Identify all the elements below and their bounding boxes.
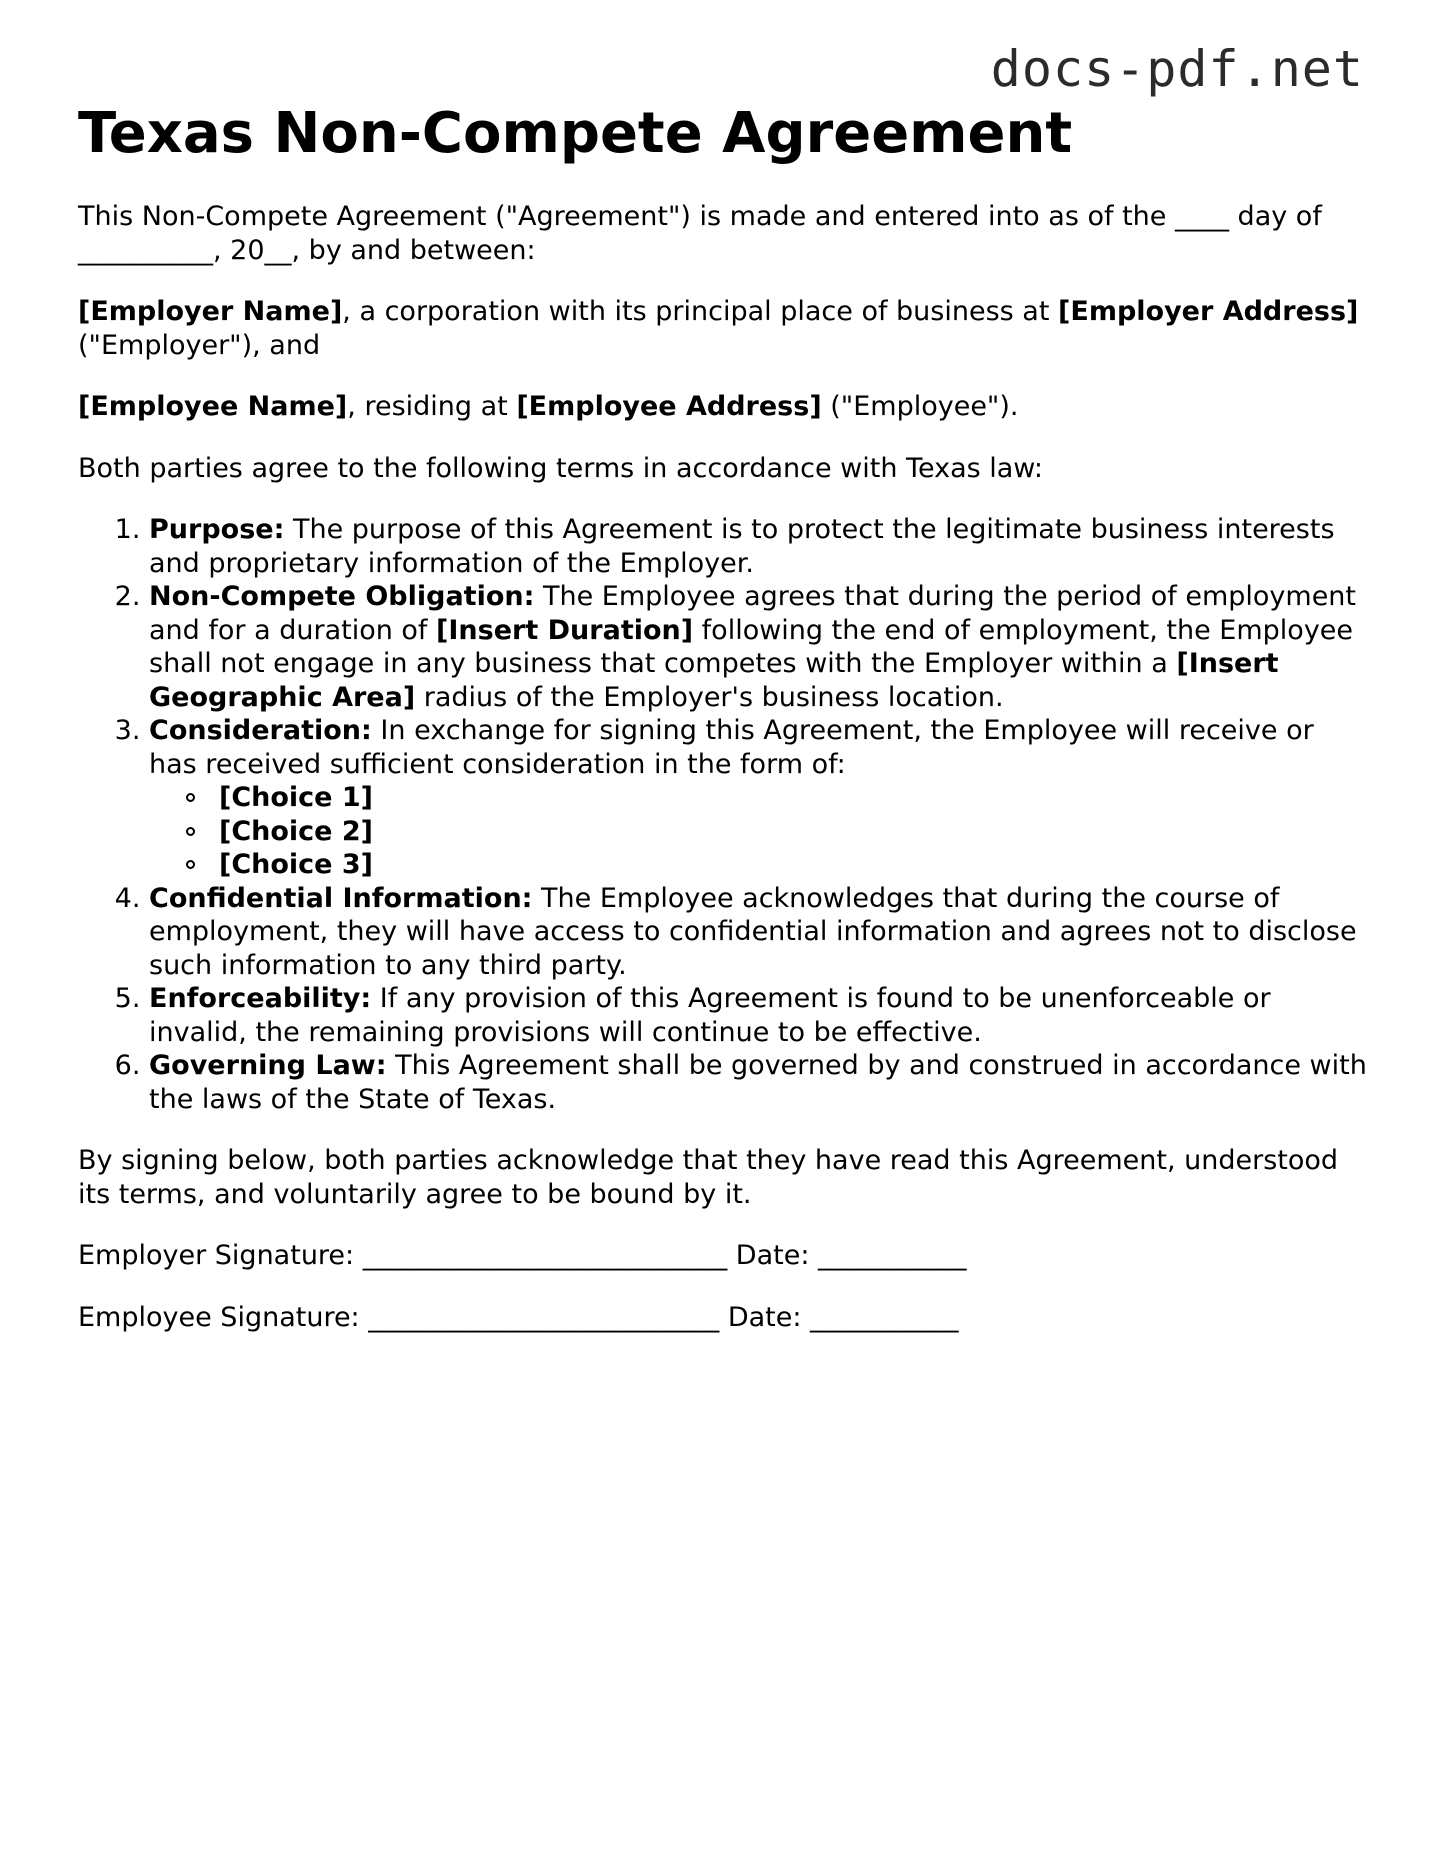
circle-bullet-icon	[186, 793, 195, 802]
agree-line: Both parties agree to the following terms in accordance with Texas law:	[78, 452, 1044, 484]
term-label: Non-Compete Obligation:	[149, 581, 535, 612]
term-purpose	[149, 513, 1368, 580]
employee-suffix: ("Employee").	[821, 391, 1019, 422]
employer-signature-line: Employer Signature: ___________________________ Date: ___________	[78, 1240, 967, 1271]
term-label: Confidential Information:	[149, 882, 533, 914]
choices-list	[149, 781, 1368, 882]
employer-text: , a corporation with its principal place of business at	[342, 296, 1059, 327]
term-text: This Agreement shall be governed by and construed in accordance with the laws of the State of Texas.	[149, 1050, 1367, 1115]
employer-party-paragraph	[78, 295, 1368, 362]
term-text: The purpose of this Agreement is to protect the legitimate business interests and proprietary information of the Employer.	[149, 514, 1335, 579]
employer-suffix: ("Employer"), and	[78, 329, 321, 361]
term-text: If any provision of this Agreement is found to be unenforceable or invalid, the remaining provisions will continue to be effective.	[149, 983, 1271, 1048]
choice-placeholder: [Choice 1]	[219, 782, 374, 813]
term-label: Consideration:	[149, 715, 372, 746]
intro-paragraph: This Non-Compete Agreement ("Agreement") is made and entered into as of the ____ day of __________, 20__, by and between:	[78, 201, 1322, 266]
circle-bullet-icon	[186, 860, 195, 869]
term-enforceability	[149, 982, 1368, 1049]
choice-item	[184, 781, 1368, 815]
term-text: The Employee agrees that during the period of employment and for a duration of	[149, 581, 1357, 646]
watermark: docs-pdf.net	[990, 40, 1364, 98]
geographic-area-placeholder: [Insert Geographic Area]	[149, 648, 1279, 713]
employee-party-paragraph	[78, 390, 1368, 424]
term-noncompete	[149, 580, 1368, 714]
document-body	[78, 100, 1368, 1362]
duration-placeholder: [Insert Duration]	[436, 614, 694, 646]
employee-name-placeholder: [Employee Name]	[78, 391, 348, 422]
term-label: Purpose:	[149, 514, 285, 545]
term-confidential	[149, 882, 1368, 983]
document-title: Texas Non-Compete Agreement	[78, 101, 1073, 166]
choice-placeholder: [Choice 2]	[219, 815, 374, 847]
term-governing-law	[149, 1049, 1368, 1116]
closing-paragraph: By signing below, both parties acknowledge that they have read this Agreement, understood its terms, and voluntarily agree to be bound by it.	[78, 1145, 1339, 1210]
employer-address-placeholder: [Employer Address]	[1058, 296, 1359, 327]
choice-item	[184, 848, 1368, 882]
term-label: Governing Law:	[149, 1050, 387, 1081]
choice-placeholder: [Choice 3]	[219, 849, 374, 880]
employer-name-placeholder: [Employer Name]	[78, 296, 343, 327]
term-text: following the end of employment, the Employee shall not engage in any business that competes with the Employer within a	[149, 614, 1354, 679]
employee-signature-line: Employee Signature: __________________________ Date: ___________	[78, 1301, 959, 1333]
terms-list	[78, 513, 1368, 1116]
choice-item	[184, 815, 1368, 849]
term-text: The Employee acknowledges that during the course of employment, they will have access to confidential information and agrees not to disclose such information to any third party.	[149, 882, 1357, 981]
term-label: Enforceability:	[149, 983, 372, 1014]
term-text: In exchange for signing this Agreement, the Employee will receive or has received sufficient consideration in the form of:	[149, 715, 1314, 780]
circle-bullet-icon	[186, 827, 195, 836]
employee-address-placeholder: [Employee Address]	[516, 391, 822, 422]
term-text: radius of the Employer's business location.	[415, 681, 1004, 713]
term-consideration	[149, 714, 1368, 882]
employee-text: , residing at	[347, 391, 517, 422]
